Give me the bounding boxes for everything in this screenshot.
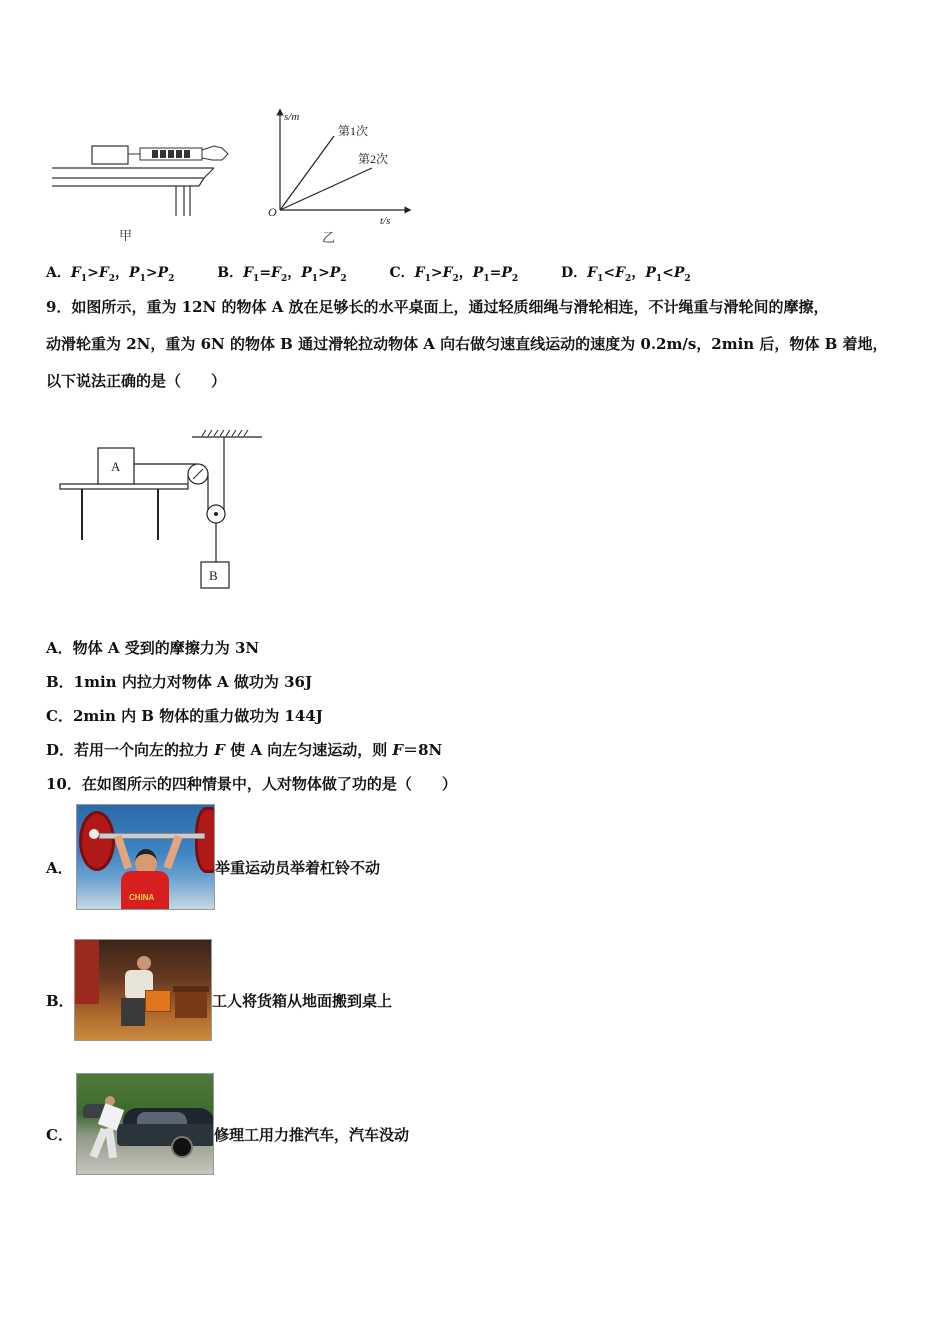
line-first-trial [280, 136, 334, 210]
svg-text:A: A [111, 459, 121, 474]
fig-yi-label: 乙 [322, 230, 336, 245]
q8-option-a[interactable]: A．$F_1>F_2$，$P_1>P_2$ [46, 265, 175, 284]
q9-option-a[interactable]: A．物体 A 受到的摩擦力为 3N [46, 639, 260, 657]
q8-option-c[interactable]: C．$F_1>F_2$，$P_1=P_2$ [389, 265, 519, 284]
q9-option-c[interactable]: C．2min 内 B 物体的重力做功为 144J [46, 707, 323, 725]
y-axis-label: s/m [284, 111, 300, 123]
q10-option-c-caption[interactable]: 修理工用力推汽车，汽车没动 [214, 1126, 410, 1144]
q8-option-b[interactable]: B．$F_1=F_2$，$P_1>P_2$ [217, 265, 347, 284]
fig-jia-label: 甲 [119, 228, 133, 243]
q8-options [46, 262, 729, 284]
q10-option-a-letter[interactable]: A． [46, 859, 73, 877]
q9-stem-line1: 9．如图所示，重为 12N 的物体 A 放在足够长的水平桌面上，通过轻质细绳与滑轮相连，不计绳重与滑轮间的摩擦， [46, 298, 829, 316]
q10-option-b-caption[interactable]: 工人将货箱从地面搬到桌上 [212, 992, 393, 1010]
figure-jia [44, 132, 234, 248]
q9-stem-line3: 以下说法正确的是（ ） [46, 372, 227, 390]
jersey-text: CHINA [129, 893, 155, 902]
worker-box-photo [74, 939, 212, 1041]
q9-option-b[interactable]: B．1min 内拉力对物体 A 做功为 36J [46, 673, 313, 691]
origin-label: O [268, 205, 277, 219]
line2-label: 第2次 [358, 152, 389, 166]
q10-option-c-letter[interactable]: C． [46, 1126, 73, 1144]
q9-option-d[interactable]: D．若用一个向左的拉力 F 使 A 向左匀速运动，则 F＝8N [46, 741, 443, 759]
svg-text:B: B [209, 568, 218, 583]
weightlifter-photo [76, 804, 215, 910]
q9-stem-line2: 动滑轮重为 2N，重为 6N 的物体 B 通过滑轮拉动物体 A 向右做匀速直线运动的速度为 0.2m/s，2min 后，物体 B 着地， [46, 335, 888, 353]
q10-stem: 10．在如图所示的四种情景中，人对物体做了功的是（ ） [46, 775, 457, 793]
q10-option-b-letter[interactable]: B． [46, 992, 74, 1010]
x-axis-label: t/s [380, 215, 391, 227]
line1-label: 第1次 [338, 124, 369, 138]
pushing-car-photo [76, 1073, 214, 1175]
line-second-trial [280, 168, 372, 210]
q8-option-d[interactable]: D．$F_1<F_2$，$P_1<P_2$ [561, 265, 691, 284]
q9-pulley-figure [56, 424, 268, 594]
figure-yi-st-graph [262, 106, 412, 248]
q10-option-a-caption[interactable]: 举重运动员举着杠铃不动 [215, 859, 381, 877]
